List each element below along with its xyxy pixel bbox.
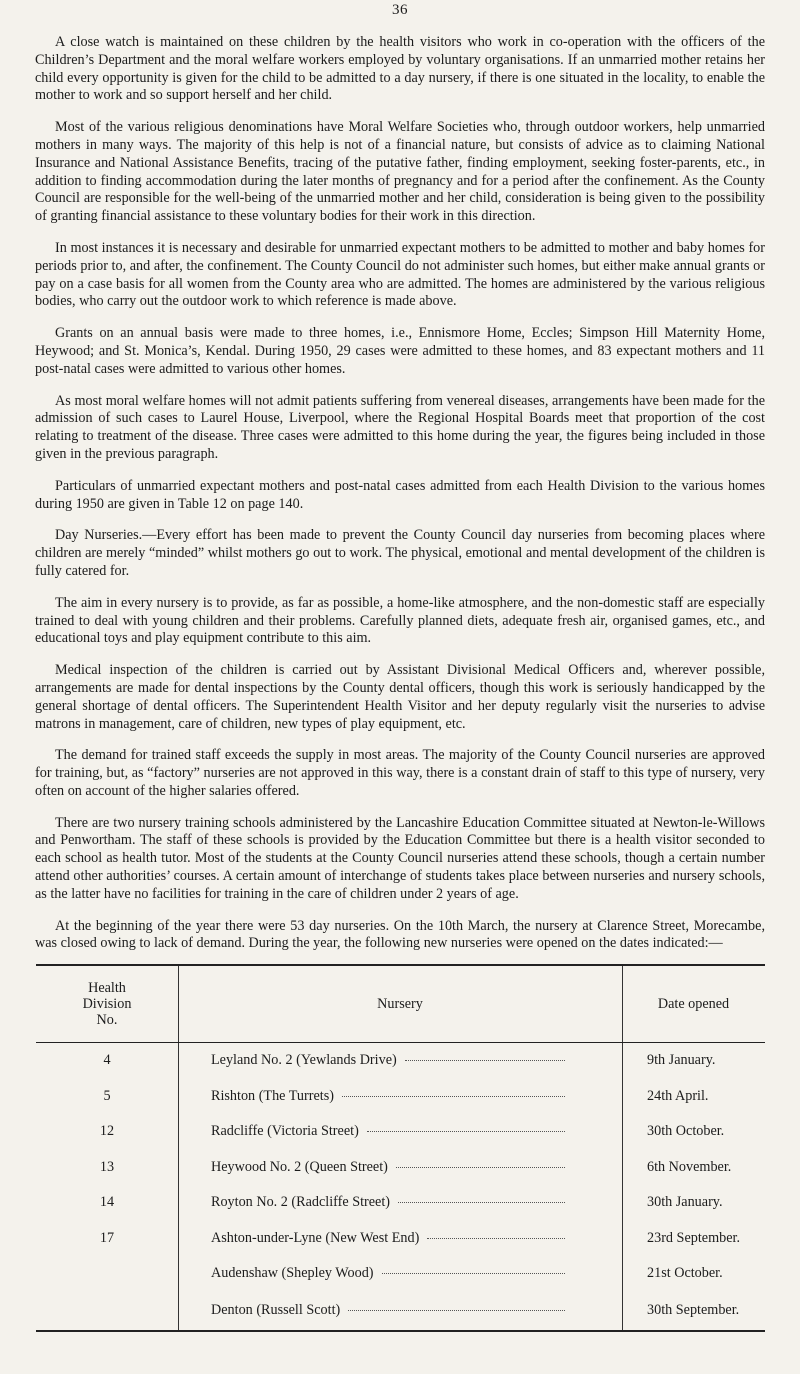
table-row bbox=[36, 1079, 765, 1115]
nursery-name: Heywood No. 2 (Queen Street) bbox=[211, 1158, 388, 1175]
date-cell: 6th November. bbox=[647, 1158, 732, 1175]
division-cell: 5 bbox=[36, 1079, 179, 1115]
table-row bbox=[36, 1043, 765, 1079]
header-nursery: Nursery bbox=[179, 965, 623, 1043]
day-nurseries-paragraph bbox=[35, 527, 765, 580]
date-cell: 30th October. bbox=[647, 1123, 725, 1140]
date-cell: 24th April. bbox=[647, 1087, 709, 1104]
nursery-cell bbox=[179, 1114, 623, 1150]
dot-leader bbox=[382, 1272, 565, 1274]
division-cell: 12 bbox=[36, 1114, 179, 1150]
nursery-name: Audenshaw (Shepley Wood) bbox=[211, 1265, 374, 1282]
header-date: Date opened bbox=[623, 965, 766, 1043]
date-cell: 21st October. bbox=[647, 1265, 723, 1282]
nursery-name: Rishton (The Turrets) bbox=[211, 1087, 334, 1104]
dot-leader bbox=[398, 1201, 565, 1203]
paragraph: The demand for trained staff exceeds the supply in most areas. The majority of the County Council nurseries are approved for training, but, as “factory” nurseries are not approved in this way, there is a constant drain of staff to this type of nursery, very often on account of the higher salaries offered. bbox=[35, 747, 765, 799]
nursery-cell bbox=[179, 1079, 623, 1115]
paragraph: Grants on an annual basis were made to three homes, i.e., Ennismore Home, Eccles; Simpson Hill Maternity Home, Heywood; and St. Monica’s, Kendal. During 1950, 29 cases were admitted to these homes, and 83 expectant mothers and 11 post-natal cases were admitted to various other homes. bbox=[35, 325, 765, 377]
body-text bbox=[35, 34, 765, 967]
date-cell: 30th September. bbox=[623, 1292, 766, 1331]
division-cell bbox=[36, 1292, 179, 1331]
header-division: Health Division No. bbox=[36, 965, 179, 1043]
date-cell: 30th January. bbox=[647, 1194, 723, 1211]
paragraph: There are two nursery training schools administered by the Lancashire Education Committee situated at Newton-le-Willows and Penwortham. The staff of these schools is provided by the Education Committee but there is a health visitor seconded to each school as health tutor. Most of the students at the County Council nurseries attend these schools, though a certain number attend other authorities’ courses. A certain amount of interchange of students takes place between nurseries and nursery schools, as the latter have no facilities for training in the care of children under 2 years of age. bbox=[35, 814, 765, 902]
division-cell: 17 bbox=[36, 1221, 179, 1257]
dot-leader bbox=[348, 1309, 565, 1311]
paragraph: Particulars of unmarried expectant mothers and post-natal cases admitted from each Health Division to the various homes during 1950 are given in Table 12 on page 140. bbox=[35, 477, 765, 512]
nursery-cell bbox=[179, 1043, 623, 1079]
dot-leader bbox=[367, 1130, 565, 1132]
paragraph: At the beginning of the year there were 53 day nurseries. On the 10th March, the nursery at Clarence Street, Morecambe, was closed owing to lack of demand. During the year, the following new nurseries were opened on the dates indicated:— bbox=[35, 917, 765, 952]
division-cell: 13 bbox=[36, 1150, 179, 1186]
division-cell bbox=[36, 1256, 179, 1292]
table-row bbox=[36, 1185, 765, 1221]
nursery-name: Royton No. 2 (Radcliffe Street) bbox=[211, 1194, 391, 1211]
nursery-name: Ashton-under-Lyne (New West End) bbox=[211, 1229, 420, 1246]
nursery-name: Denton (Russell Scott) bbox=[211, 1302, 341, 1318]
dot-leader bbox=[427, 1237, 565, 1239]
table-header-row bbox=[36, 965, 765, 1043]
paragraph: Most of the various religious denominations have Moral Welfare Societies who, through outdoor workers, help unmarried mothers in many ways. The majority of this help is not of a financial nature, but consists of advice as to claiming National Insurance and National Assistance Benefits, tracing of the putative father, finding employment, seeking foster-parents, etc., in addition to finding accommodation during the later months of pregnancy and for a period after the confinement. As the County Council are responsible for the well-being of the unmarried mother and her child, consideration is being given to the possibility of granting financial assistance to these voluntary bodies for their work in this direction. bbox=[35, 119, 765, 225]
dot-leader bbox=[405, 1059, 565, 1061]
paragraph-text: —Every effort has been made to prevent the County Council day nurseries from becoming places where children are merely “minded” whilst mothers go out to work. The physical, emotional and mental development of the children is fully catered for. bbox=[35, 527, 765, 579]
nursery-cell bbox=[179, 1292, 623, 1331]
dot-leader bbox=[396, 1166, 565, 1168]
nursery-cell bbox=[179, 1221, 623, 1257]
date-cell: 9th January. bbox=[647, 1052, 716, 1069]
page-number: 36 bbox=[392, 2, 408, 18]
nursery-cell bbox=[179, 1150, 623, 1186]
paragraph: In most instances it is necessary and desirable for unmarried expectant mothers to be admitted to mother and baby homes for periods prior to, and after, the confinement. The County Council do not administer such homes, but either make annual grants or pay on a case basis for all women from the County area who are admitted. The homes are administered by the various religious bodies, who carry out the outdoor work to which reference is made above. bbox=[35, 239, 765, 310]
division-cell: 14 bbox=[36, 1185, 179, 1221]
dot-leader bbox=[342, 1095, 565, 1097]
nursery-name: Leyland No. 2 (Yewlands Drive) bbox=[211, 1052, 397, 1069]
date-cell: 23rd September. bbox=[647, 1229, 740, 1246]
nursery-name: Radcliffe (Victoria Street) bbox=[211, 1123, 359, 1140]
table-row bbox=[36, 1221, 765, 1257]
table-row bbox=[36, 1292, 765, 1331]
new-nurseries-table bbox=[36, 964, 765, 1332]
paragraph: A close watch is maintained on these children by the health visitors who work in co-operation with the officers of the Children’s Department and the moral welfare workers employed by voluntary organisations. If an unmarried mother retains her child every opportunity is given for the child to be admitted to a day nursery, if there is one situated in the locality, to enable the mother to work and so support herself and her child. bbox=[35, 34, 765, 104]
paragraph: As most moral welfare homes will not admit patients suffering from venereal diseases, arrangements have been made for the admission of such cases to Laurel House, Liverpool, where the Regional Hospital Boards meet that proportion of the cost relating to treatment of the disease. Three cases were admitted to this home during the year, the figures being included in those given in the previous paragraph. bbox=[35, 392, 765, 462]
table-row bbox=[36, 1256, 765, 1292]
section-heading: Day Nurseries. bbox=[55, 527, 143, 544]
paragraph: Medical inspection of the children is carried out by Assistant Divisional Medical Officers and, wherever possible, arrangements are made for dental inspections by the County dental officers, though this work is seriously handicapped by the general shortage of dental officers. The Superintendent Health Visitor and her deputy regularly visit the nurseries to advise matrons in management, care of children, new types of play equipment, etc. bbox=[35, 662, 765, 732]
table-row bbox=[36, 1114, 765, 1150]
nursery-cell bbox=[179, 1256, 623, 1292]
table-row bbox=[36, 1150, 765, 1186]
nursery-cell bbox=[179, 1185, 623, 1221]
division-cell: 4 bbox=[36, 1043, 179, 1079]
paragraph: The aim in every nursery is to provide, as far as possible, a home-like atmosphere, and the non-domestic staff are especially trained to deal with young children and their problems. Carefully planned diets, adequate fresh air, organised games, etc., and educational toys and play equipment contribute to this aim. bbox=[35, 594, 765, 647]
